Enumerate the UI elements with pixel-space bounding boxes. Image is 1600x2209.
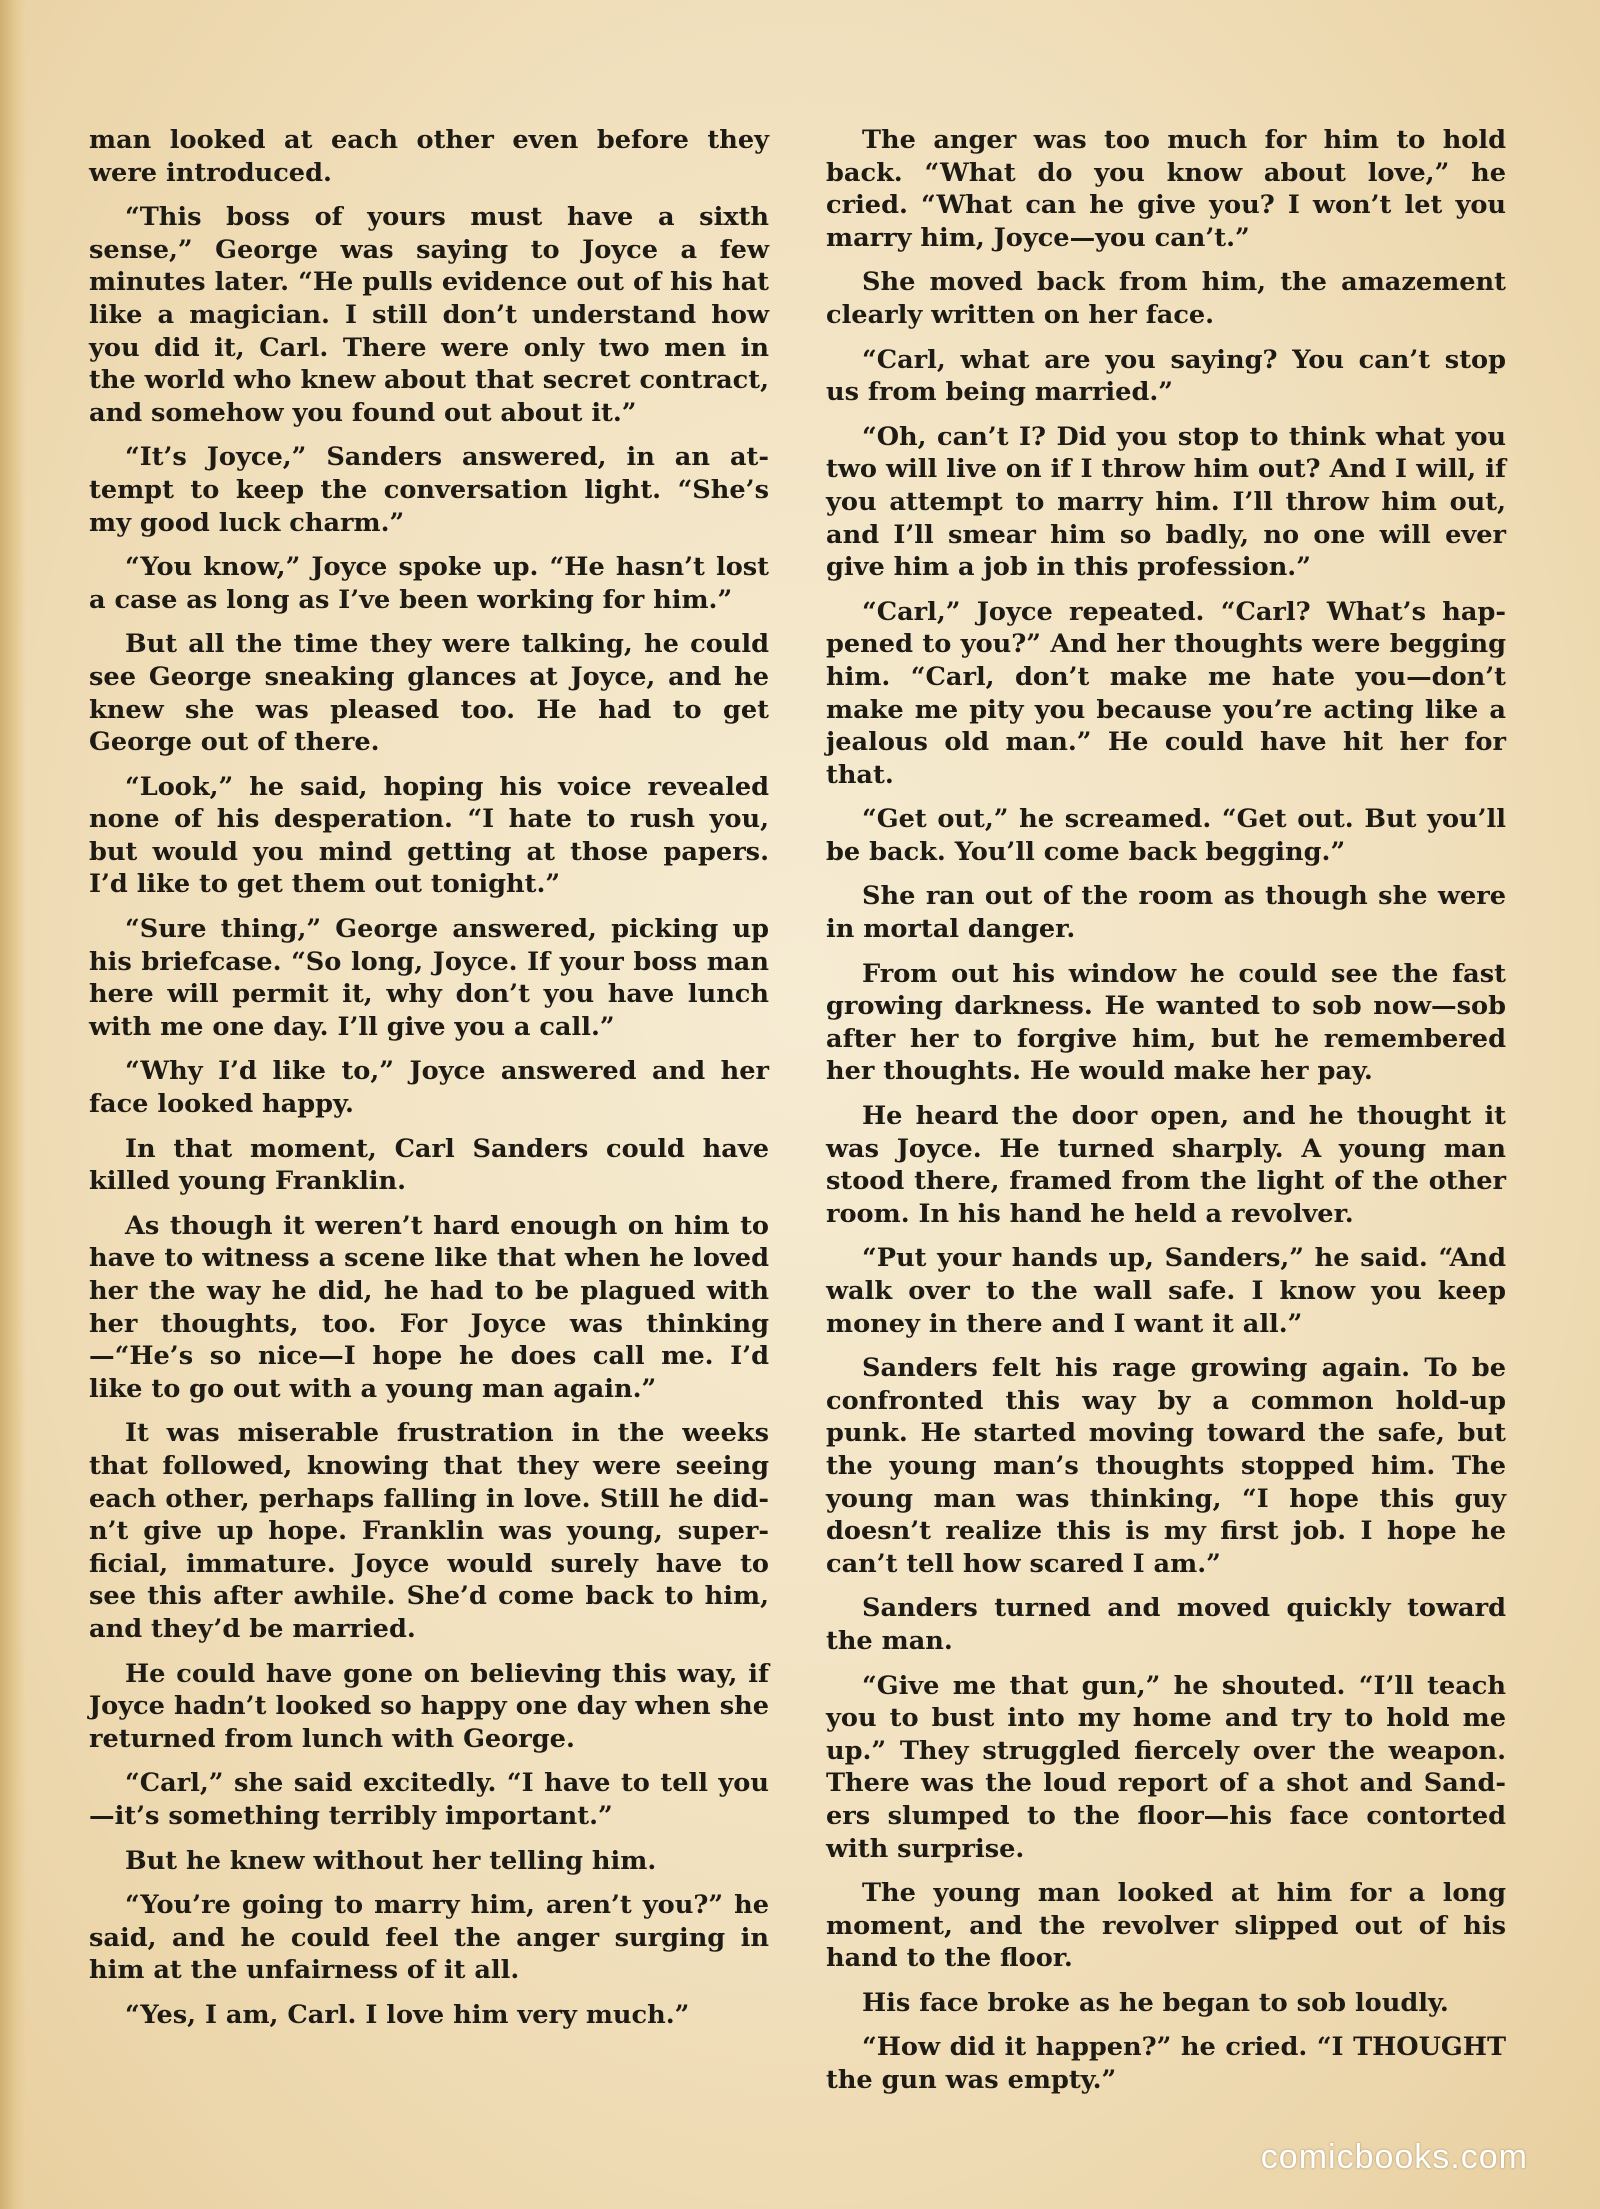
paragraph: man looked at each other even before they were introduced. bbox=[89, 125, 769, 188]
paragraph: “You know,” Joyce spoke up. “He hasn’t lost a case as long as I’ve been working for him.” bbox=[89, 552, 769, 615]
paragraph: “Look,” he said, hoping his voice revealed none of his desperation. “I hate to rush you, but would you mind getting at those papers. I’d like to get them out tonight.” bbox=[89, 771, 769, 900]
paragraph: He could have gone on believing this way, if Joyce hadn’t looked so happy one day when she returned from lunch with George. bbox=[89, 1658, 769, 1754]
paragraph: Sanders turned and moved quickly toward the man. bbox=[826, 1593, 1506, 1656]
page-spine-shadow bbox=[0, 0, 26, 2209]
paragraph: The young man looked at him for a long moment, and the revolver slipped out of his hand to the floor. bbox=[826, 1878, 1506, 1974]
paragraph: “Oh, can’t I? Did you stop to think what you two will live on if I throw him out? And I will, if you attempt to marry him. I’ll throw him out, and I’ll smear him so badly, no one will ever give him a job in this profession.” bbox=[826, 421, 1506, 583]
paragraph: He heard the door open, and he thought it was Joyce. He turned sharply. A young man stood there, framed from the light of the other room. In his hand he held a revolver. bbox=[826, 1101, 1506, 1229]
paragraph: It was miserable frustration in the weeks that followed, knowing that they were seeing each other, perhaps falling in love. Still he didn’t give up hope. Franklin was young, superficial, immature. Joyce would surely have to see this after awhile. She’d come back to him, and they’d be married. bbox=[89, 1418, 769, 1644]
paragraph: But all the time they were talking, he could see George sneaking glances at Joyce, and he knew she was pleased too. He had to get George out of there. bbox=[89, 629, 769, 758]
paragraph: “Give me that gun,” he shouted. “I’ll teach you to bust into my home and try to hold me up.” They struggled fiercely over the weapon. There was the loud report of a shot and Sanders slumped to the floor—his face contorted with surprise. bbox=[826, 1670, 1506, 1864]
paragraph: “You’re going to marry him, aren’t you?” he said, and he could feel the anger surging in him at the unfairness of it all. bbox=[89, 1890, 769, 1986]
paragraph: In that moment, Carl Sanders could have killed young Franklin. bbox=[89, 1133, 769, 1197]
paragraph: “Yes, I am, Carl. I love him very much.” bbox=[125, 1999, 690, 2030]
paragraph: “This boss of yours must have a sixth sense,” George was saying to Joyce a few minutes later. “He pulls evidence out of his hat like a magician. I still don’t understand how you did it, Carl. There were only two men in the world who knew about that secret contract, and somehow you found out about it.” bbox=[89, 202, 769, 428]
right-text-column bbox=[826, 124, 1506, 2109]
paragraph: She ran out of the room as though she were in mortal danger. bbox=[826, 881, 1506, 945]
paragraph: The anger was too much for him to hold back. “What do you know about love,” he cried. “What can he give you? I won’t let you marry him, Joyce—you can’t.” bbox=[826, 125, 1506, 253]
paragraph: From out his window he could see the fast growing darkness. He wanted to sob now—sob after her to forgive him, but he remembered her thoughts. He would make her pay. bbox=[826, 958, 1506, 1087]
left-text-column bbox=[89, 124, 769, 2043]
paragraph: His face broke as he began to sob loudly. bbox=[862, 1987, 1449, 2018]
paragraph: “Get out,” he screamed. “Get out. But you’ll be back. You’ll come back begging.” bbox=[826, 804, 1506, 867]
paragraph: “Why I’d like to,” Joyce answered and her face looked happy. bbox=[89, 1056, 769, 1120]
paragraph: But he knew without her telling him. bbox=[125, 1845, 657, 1876]
paragraph: “Carl,” Joyce repeated. “Carl? What’s happened to you?” And her thoughts were begging him. “Carl, don’t make me hate you—don’t make me pity you because you’re acting like a jealous old man.” He could have hit her for that. bbox=[826, 596, 1506, 790]
paragraph: She moved back from him, the amazement clearly written on her face. bbox=[826, 267, 1506, 330]
paragraph: “Carl, what are you saying? You can’t stop us from being married.” bbox=[826, 344, 1506, 408]
paragraph: “Sure thing,” George answered, picking up his briefcase. “So long, Joyce. If your boss man here will permit it, why don’t you have lunch with me one day. I’ll give you a call.” bbox=[89, 914, 769, 1042]
paragraph: “Carl,” she said excitedly. “I have to tell you—it’s something terribly important.” bbox=[89, 1768, 769, 1831]
paragraph: “How did it happen?” he cried. “I THOUGHT the gun was empty.” bbox=[826, 2032, 1506, 2096]
paragraph: “It’s Joyce,” Sanders answered, in an attempt to keep the conversation light. “She’s my good luck charm.” bbox=[89, 442, 769, 538]
paragraph: As though it weren’t hard enough on him to have to witness a scene like that when he loved her the way he did, he had to be plagued with her thoughts, too. For Joyce was thinking—“He’s so nice—I hope he does call me. I’d like to go out with a young man again.” bbox=[89, 1210, 769, 1404]
watermark: comicbooks.com bbox=[1260, 2138, 1528, 2176]
paragraph: “Put your hands up, Sanders,” he said. “And walk over to the wall safe. I know you keep money in there and I want it all.” bbox=[826, 1243, 1506, 1339]
paragraph: Sanders felt his rage growing again. To be confronted this way by a common hold-up punk. He started moving toward the safe, but the young man’s thoughts stopped him. The young man was thinking, “I hope this guy doesn’t realize this is my first job. I hope he can’t tell how scared I am.” bbox=[826, 1353, 1506, 1579]
